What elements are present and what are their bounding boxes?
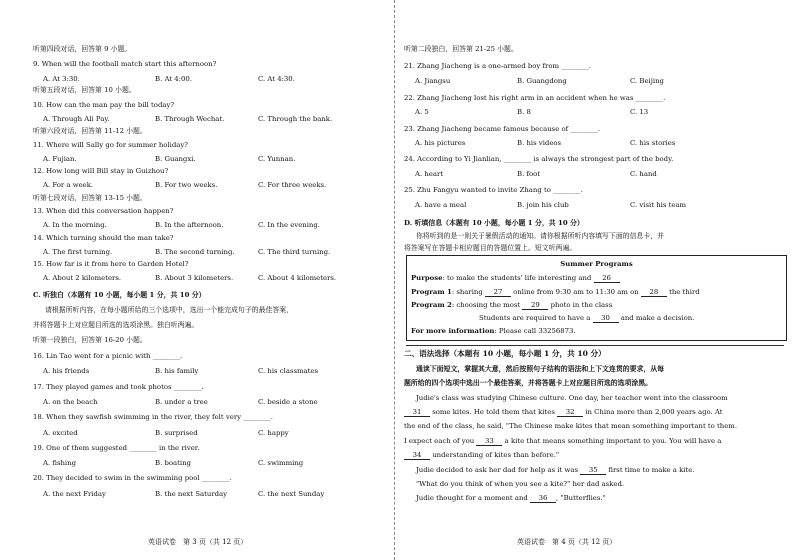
blank-28[interactable]: 28 bbox=[641, 288, 667, 297]
summer-programs-card bbox=[406, 255, 787, 341]
page-footer-3: 英语试卷 第 3 页（共 12 页） bbox=[148, 538, 248, 546]
section-c-instruction-2: 并将答题卡上对应题目所选的选项涂黑。独白听两遍。 bbox=[33, 321, 199, 329]
section-listen-5: 听第五段对话，回答第 10 小题。 bbox=[33, 86, 136, 94]
q25-option-a[interactable]: A. have a meal bbox=[415, 201, 467, 209]
q20-option-b[interactable]: B. the next Saturday bbox=[155, 490, 228, 498]
section-2-instruction-2: 题所给的四个选项中选出一个最佳答案，并将答题卡上对应题目所选的选项涂黑。 bbox=[404, 379, 653, 387]
q20-option-a[interactable]: A. the next Friday bbox=[43, 490, 106, 498]
question-9: 9. When will the football match start this afternoon? bbox=[33, 60, 217, 68]
card-purpose-row bbox=[411, 274, 620, 283]
passage-line-8 bbox=[416, 494, 606, 503]
question-16: 16. Lin Tao went for a picnic with ________. bbox=[33, 352, 183, 360]
q22-option-c[interactable]: C. 13 bbox=[630, 108, 649, 116]
q17-option-c[interactable]: C. beside a stone bbox=[258, 398, 318, 406]
exam-page-3 bbox=[0, 0, 393, 560]
q21-option-a[interactable]: A. Jiangsu bbox=[415, 77, 451, 85]
q11-option-b[interactable]: B. Guangxi. bbox=[155, 155, 196, 163]
program-2-text-a: : choosing the most bbox=[451, 301, 521, 309]
blank-34[interactable]: 34 bbox=[404, 451, 430, 460]
passage-line-2-text-a: some kites. He told them that kites bbox=[432, 408, 555, 416]
program-1-label: Program 1 bbox=[411, 288, 452, 296]
q19-option-a[interactable]: A. fishing bbox=[43, 459, 76, 467]
q17-option-b[interactable]: B. under a tree bbox=[155, 398, 208, 406]
q21-option-c[interactable]: C. Beijing bbox=[630, 77, 664, 85]
q13-option-a[interactable]: A. In the morning. bbox=[43, 221, 107, 229]
card-requirement-row bbox=[479, 314, 694, 323]
q14-option-a[interactable]: A. The first turning. bbox=[43, 248, 113, 256]
q10-option-a[interactable]: A. Through Ali Pay. bbox=[43, 115, 110, 123]
purpose-label: Purpose bbox=[411, 274, 443, 282]
blank-32[interactable]: 32 bbox=[557, 408, 583, 417]
program-2-text-b: photo in the class bbox=[550, 301, 613, 309]
q16-option-c[interactable]: C. his classmates bbox=[258, 367, 319, 375]
q18-option-c[interactable]: C. happy bbox=[258, 429, 289, 437]
passage-line-8-text-b: , "Butterflies." bbox=[556, 494, 606, 502]
question-23: 23. Zhang Jiacheng became famous because of ________. bbox=[404, 125, 601, 133]
q18-option-a[interactable]: A. excited bbox=[43, 429, 78, 437]
card-info-row bbox=[411, 327, 576, 336]
q12-option-a[interactable]: A. For a week. bbox=[43, 181, 94, 189]
q19-option-c[interactable]: C. swimming bbox=[258, 459, 304, 467]
q16-option-b[interactable]: B. his family bbox=[155, 367, 199, 375]
q11-option-a[interactable]: A. Fujian. bbox=[43, 155, 77, 163]
card-program-1-row bbox=[411, 288, 700, 297]
question-14: 14. Which turning should the man take? bbox=[33, 234, 174, 242]
passage-line-1: Judie's class was studying Chinese culture. One day, her teacher went into the classroom bbox=[416, 394, 728, 402]
card-title: Summer Programs bbox=[560, 260, 633, 268]
q9-option-a[interactable]: A. At 3:30. bbox=[43, 75, 80, 83]
section-c-instruction-1: 请根据所听内容，在每小题所给的三个选项中，选出一个能完成句子的最佳答案， bbox=[45, 306, 294, 314]
blank-30[interactable]: 30 bbox=[593, 314, 619, 323]
question-18: 18. When they sawfish swimming in the river, they felt very ________. bbox=[33, 413, 273, 421]
q25-option-b[interactable]: B. join his club bbox=[517, 201, 569, 209]
page-footer-4: 英语试卷 第 4 页（共 12 页） bbox=[517, 538, 617, 546]
question-22: 22. Zhang Jiacheng lost his right arm in an accident when he was ________. bbox=[404, 94, 666, 102]
q13-option-c[interactable]: C. In the evening. bbox=[258, 221, 320, 229]
blank-35[interactable]: 35 bbox=[580, 466, 606, 475]
q23-option-b[interactable]: B. his videos bbox=[517, 139, 562, 147]
passage-line-4-text-a: I expect each of you bbox=[404, 437, 475, 445]
section-c-title: C. 听独白（本题有 10 小题，每小题 1 分，共 10 分） bbox=[33, 291, 206, 299]
q14-option-b[interactable]: B. The second turning. bbox=[155, 248, 235, 256]
section-mono-2: 听第二段独白，回答第 21-25 小题。 bbox=[404, 45, 518, 53]
question-21: 21. Zhang Jiacheng is a one-armed boy from ________. bbox=[404, 62, 591, 70]
q9-option-b[interactable]: B. At 4:00. bbox=[155, 75, 192, 83]
passage-line-7: "What do you think of when you see a kite?" her dad asked. bbox=[416, 480, 625, 488]
info-label: For more information bbox=[411, 327, 495, 335]
page-divider bbox=[394, 0, 396, 560]
q17-option-a[interactable]: A. on the beach bbox=[43, 398, 98, 406]
passage-line-3: the end of the class, he said, "The Chinese make kites that mean something important to them. bbox=[404, 422, 738, 430]
section-listen-4: 听第四段对话，回答第 9 小题。 bbox=[33, 45, 132, 53]
card-program-2-row bbox=[411, 301, 612, 310]
blank-26[interactable]: 26 bbox=[594, 274, 620, 283]
section-mono-1: 听第一段独白，回答第 16-20 小题。 bbox=[33, 336, 147, 344]
q11-option-c[interactable]: C. Yunnan. bbox=[258, 155, 296, 163]
program-2-label: Program 2 bbox=[411, 301, 452, 309]
passage-line-4-text-b: a kite that means something important to you. You will have a bbox=[504, 437, 722, 445]
q9-option-c[interactable]: C. At 4:30. bbox=[258, 75, 295, 83]
question-24: 24. According to Yi Jianlian, ________ is always the strongest part of the body. bbox=[404, 155, 674, 163]
q19-option-b[interactable]: B. boating bbox=[155, 459, 191, 467]
question-13: 13. When did this conversation happen? bbox=[33, 207, 174, 215]
q18-option-b[interactable]: B. surprised bbox=[155, 429, 198, 437]
passage-line-4 bbox=[404, 437, 721, 446]
section-d-instruction-2: 将答案写在答题卡相应题目的答题位置上。短文听两遍。 bbox=[404, 244, 577, 252]
passage-line-6-text-b: first time to make a kite. bbox=[608, 466, 695, 474]
passage-line-2-text-b: in China more than 2,000 years ago. At bbox=[585, 408, 723, 416]
section-d-instruction-1: 你将听到的是一则关于暑假活动的通知。请你根据所听内容填写下面的信息卡，并 bbox=[416, 232, 665, 240]
q10-option-b[interactable]: B. Through Wechat. bbox=[155, 115, 225, 123]
program-1-text-c: the third bbox=[669, 288, 700, 296]
q23-option-a[interactable]: A. his pictures bbox=[415, 139, 466, 147]
question-25: 25. Zhu Fangyu wanted to invite Zhang to ________. bbox=[404, 186, 583, 194]
passage-line-2 bbox=[404, 408, 723, 417]
q15-option-c[interactable]: C. About 4 kilometers. bbox=[258, 274, 337, 282]
blank-33[interactable]: 33 bbox=[476, 437, 502, 446]
passage-line-5 bbox=[404, 451, 559, 460]
q24-option-c[interactable]: C. hand bbox=[630, 170, 657, 178]
purpose-text: : to make the students' life interesting and bbox=[442, 274, 592, 282]
q16-option-a[interactable]: A. his friends bbox=[43, 367, 90, 375]
q24-option-b[interactable]: B. foot bbox=[517, 170, 541, 178]
q15-option-a[interactable]: A. About 2 kilometers. bbox=[43, 274, 122, 282]
section-2-title: 二、语法选择（本题有 10 小题，每小题 1 分，共 10 分） bbox=[404, 349, 606, 358]
question-11: 11. Where will Sally go for summer holiday? bbox=[33, 141, 188, 149]
blank-27[interactable]: 27 bbox=[485, 288, 511, 297]
q15-option-b[interactable]: B. About 3 kilometers. bbox=[155, 274, 234, 282]
q14-option-c[interactable]: C. The third turning. bbox=[258, 248, 331, 256]
question-19: 19. One of them suggested ________ in the river. bbox=[33, 444, 200, 452]
info-text: : Please call 33256873. bbox=[494, 327, 576, 335]
passage-line-6-text-a: Judie decided to ask her dad for help as it was bbox=[416, 466, 579, 474]
blank-31[interactable]: 31 bbox=[404, 408, 430, 417]
question-12: 12. How long will Bill stay in Guizhou? bbox=[33, 167, 169, 175]
q21-option-b[interactable]: B. Guangdong bbox=[517, 77, 567, 85]
program-1-text-b: online from 9:30 am to 11:30 am on bbox=[513, 288, 639, 296]
requirement-text-b: and make a decision. bbox=[620, 314, 695, 322]
question-20: 20. They decided to swim in the swimming pool ________. bbox=[33, 474, 232, 482]
program-1-text-a: : sharing bbox=[451, 288, 483, 296]
question-10: 10. How can the man pay the bill today? bbox=[33, 101, 175, 109]
requirement-text-a: Students are required to have a bbox=[479, 314, 591, 322]
q23-option-c[interactable]: C. his stories bbox=[630, 139, 676, 147]
passage-line-8-text-a: Judie thought for a moment and bbox=[416, 494, 528, 502]
question-15: 15. How far is it from here to Garden Hotel? bbox=[33, 260, 189, 268]
question-17: 17. They played games and took photos ________. bbox=[33, 383, 204, 391]
blank-29[interactable]: 29 bbox=[522, 301, 548, 310]
q25-option-c[interactable]: C. visit his team bbox=[630, 201, 687, 209]
q22-option-b[interactable]: B. 8 bbox=[517, 108, 531, 116]
q20-option-c[interactable]: C. the next Sunday bbox=[258, 490, 325, 498]
q13-option-b[interactable]: B. In the afternoon. bbox=[155, 221, 224, 229]
q12-option-c[interactable]: C. For three weeks. bbox=[258, 181, 327, 189]
section-2-instruction-1: 通读下面短文，掌握其大意，然后按照句子结构的语法和上下文连贯的要求，从每 bbox=[416, 365, 665, 373]
passage-line-5-text: understanding of kites than before." bbox=[432, 451, 560, 459]
section-d-title: D. 听填信息（本题有 10 小题，每小题 1 分，共 10 分） bbox=[404, 219, 584, 227]
q10-option-c[interactable]: C. Through the bank. bbox=[258, 115, 333, 123]
section-separator bbox=[406, 345, 784, 346]
section-listen-6: 听第六段对话，回答第 11-12 小题。 bbox=[33, 127, 147, 135]
blank-36[interactable]: 36 bbox=[530, 494, 556, 503]
q12-option-b[interactable]: B. For two weeks. bbox=[155, 181, 218, 189]
q22-option-a[interactable]: A. 5 bbox=[415, 108, 429, 116]
section-listen-7: 听第七段对话，回答第 13-15 小题。 bbox=[33, 194, 147, 202]
passage-line-6 bbox=[416, 466, 695, 475]
q24-option-a[interactable]: A. heart bbox=[415, 170, 444, 178]
